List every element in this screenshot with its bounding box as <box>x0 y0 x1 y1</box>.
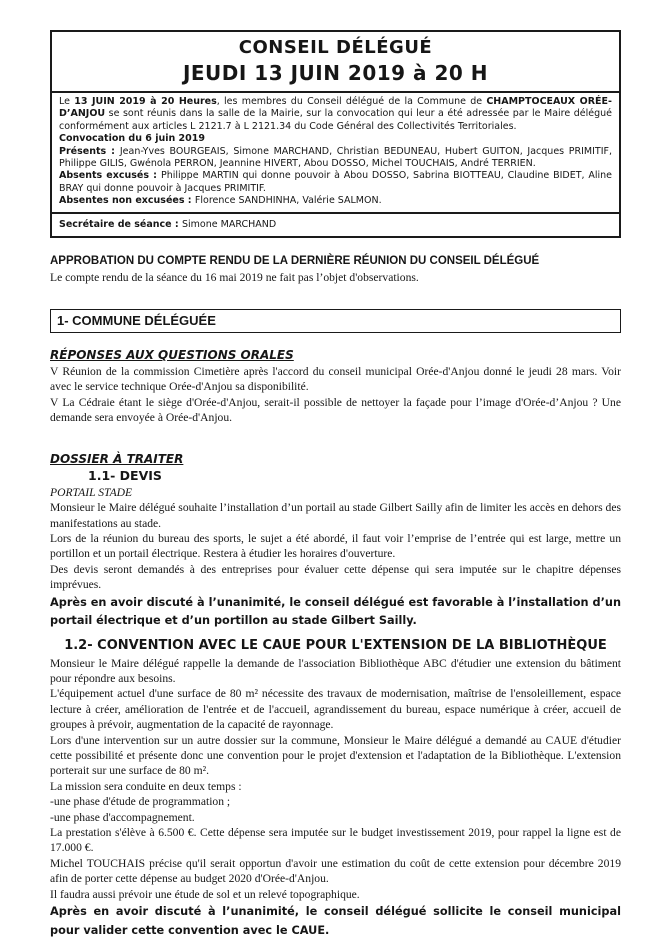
convention-paragraph: -une phase d'étude de programmation ; <box>50 795 231 809</box>
convention-paragraph: Il faudra aussi prévoir une étude de sol et un relevé topographique. <box>50 887 360 901</box>
presents-label: Présents : <box>59 145 120 157</box>
intro-text: , les membres du Conseil délégué de la Commune de <box>216 96 487 107</box>
absents-names: Philippe MARTIN qui donne pouvoir à Abou DOSSO, Sabrina BIOTTEAU, Claudine BIDET, Aline BRAY qui donne pouvoir à Jacques PRIMITIF. <box>59 170 612 194</box>
convention-paragraph: La mission sera conduite en deux temps : <box>50 779 242 793</box>
intro-text: Le <box>59 96 75 107</box>
convention-conclusion: Après en avoir discuté à l’unanimité, le conseil délégué sollicite le conseil municipal pour valider cette convention avec le CAUE. <box>50 905 621 937</box>
reponses-item: V Réunion de la commission Cimetière après l'accord du conseil municipal Orée-d'Anjou donné le jeudi 28 mars. Voir avec le service technique Orée-d'Anjou sa disponibilité. <box>50 365 621 394</box>
approbation-body: Le compte rendu de la séance du 16 mai 2019 ne fait pas l’objet d'observations. <box>50 270 419 284</box>
presents-line <box>59 146 612 171</box>
devis-paragraph: Lors de la réunion du bureau des sports, le sujet a été abordé, il faut voir l’emprise de l’entrée qui est large, mettre un portillon et un portail électrique. Restera à étudier les horaires d'ouverture. <box>50 531 621 561</box>
dossier-heading: DOSSIER À TRAITER <box>50 451 184 466</box>
intro-text: se sont réunis dans la salle de la Mairie, sur la convocation qui leur a été adressée par le Maire délégué conformément aux articles L 2121.7 à L 2121.34 du Code Général des Collectivités Territoriales. <box>59 108 612 132</box>
devis-heading: 1.1- DEVIS <box>88 467 162 483</box>
meeting-details <box>52 93 619 212</box>
meeting-title-line2: JEUDI 13 JUIN 2019 à 20 H <box>182 61 489 85</box>
meeting-title-line1: CONSEIL DÉLÉGUÉ <box>238 37 433 58</box>
convention-paragraph: Michel TOUCHAIS précise qu'il serait opportun d'avoir une estimation du coût de cette extension pour décembre 2019 afin de porter cette dépense au budget 2020 d'Orée-d'Anjou. <box>50 856 621 886</box>
convocation-line <box>59 133 612 145</box>
commune-name: CHAMPTOCEAUX ORÉE-D’ANJOU <box>59 96 612 120</box>
approbation-heading: APPROBATION DU COMPTE RENDU DE LA DERNIÈRE RÉUNION DU CONSEIL DÉLÉGUÉ <box>50 254 540 267</box>
secretary-label: Secrétaire de séance : <box>59 218 182 230</box>
absentes-names: Florence SANDHINHA, Valérie SALMON. <box>194 195 382 207</box>
convention-paragraph: -une phase d'accompagnement. <box>50 810 195 824</box>
convention-paragraph: La prestation s'élève à 6.500 €. Cette dépense sera imputée sur le budget investissement 2019, pour rappel la ligne est de 17.000 €. <box>50 826 621 855</box>
convention-heading: 1.2- CONVENTION AVEC LE CAUE POUR L'EXTENSION DE LA BIBLIOTHÈQUE <box>64 637 607 653</box>
convention-paragraph: Monsieur le Maire délégué rappelle la demande de l'association Bibliothèque ABC d'étudier une extension du bâtiment pour répondre aux besoins. <box>50 656 621 685</box>
convention-paragraph: L'équipement actuel d'une surface de 80 m² nécessite des travaux de modernisation, maîtrise de l'ensoleillement, espace lecture à créer, amélioration de l'entrée et de l'accueil, agrandissement du bureau, espace numérique à créer, accueil de groupes à prévoir, augmentation de la capacité de rayonnage. <box>50 687 621 732</box>
convention-paragraph: Lors d'une intervention sur un autre dossier sur la commune, Monsieur le Maire délégué a demandé au CAUE d'étudier cette possibilité et présente donc une convention pour le projet d'extension et l'adaptation de la Bibliothèque. L'extension porterait sur une surface de 80 m². <box>50 733 621 778</box>
meeting-title <box>52 32 619 93</box>
meeting-datetime: 13 JUIN 2019 à 20 Heures <box>74 96 217 107</box>
intro-paragraph <box>59 96 612 133</box>
presents-names: Jean-Yves BOURGEAIS, Simone MARCHAND, Christian BEDUNEAU, Hubert GUITON, Jacques PRIMITIF, Philippe GILIS, Gwénola PERRON, Jeannine HIVERT, Abou DOSSO, Michel TOUCHAIS, André TERRIEN. <box>59 145 612 170</box>
absentes-line <box>59 195 612 207</box>
reponses-item: V La Cédraie étant le siège d'Orée-d'Anjou, serait-il possible de nettoyer la façade pour l’image d'Orée-d’Anjou ? Une demande sera envoyée à Orée-d'Anjou. <box>50 395 621 425</box>
convocation-date: Convocation du 6 juin 2019 <box>59 133 205 145</box>
portail-stade-subheading: PORTAIL STADE <box>50 485 133 499</box>
absents-line <box>59 170 612 195</box>
devis-paragraph: Monsieur le Maire délégué souhaite l’installation d’un portail au stade Gilbert Sailly afin de limiter les accès en dehors des manifestations au stade. <box>50 501 621 530</box>
meeting-header-box <box>50 30 621 238</box>
devis-paragraph: Des devis seront demandés à des entreprises pour évaluer cette dépense qui sera imputée sur le chapitre dépenses imprévues. <box>50 562 621 592</box>
secretary-name: Simone MARCHAND <box>182 218 277 230</box>
absentes-label: Absentes non excusées : <box>59 195 195 207</box>
secretary-row <box>52 212 619 236</box>
absents-label: Absents excusés : <box>59 170 161 182</box>
devis-conclusion: Après en avoir discuté à l’unanimité, le conseil délégué est favorable à l’installation d’un portail électrique et d’un portillon au stade Gilbert Sailly. <box>50 595 621 628</box>
reponses-heading: RÉPONSES AUX QUESTIONS ORALES <box>50 348 294 363</box>
section-1-title-box: 1- COMMUNE DÉLÉGUÉE <box>50 309 621 333</box>
